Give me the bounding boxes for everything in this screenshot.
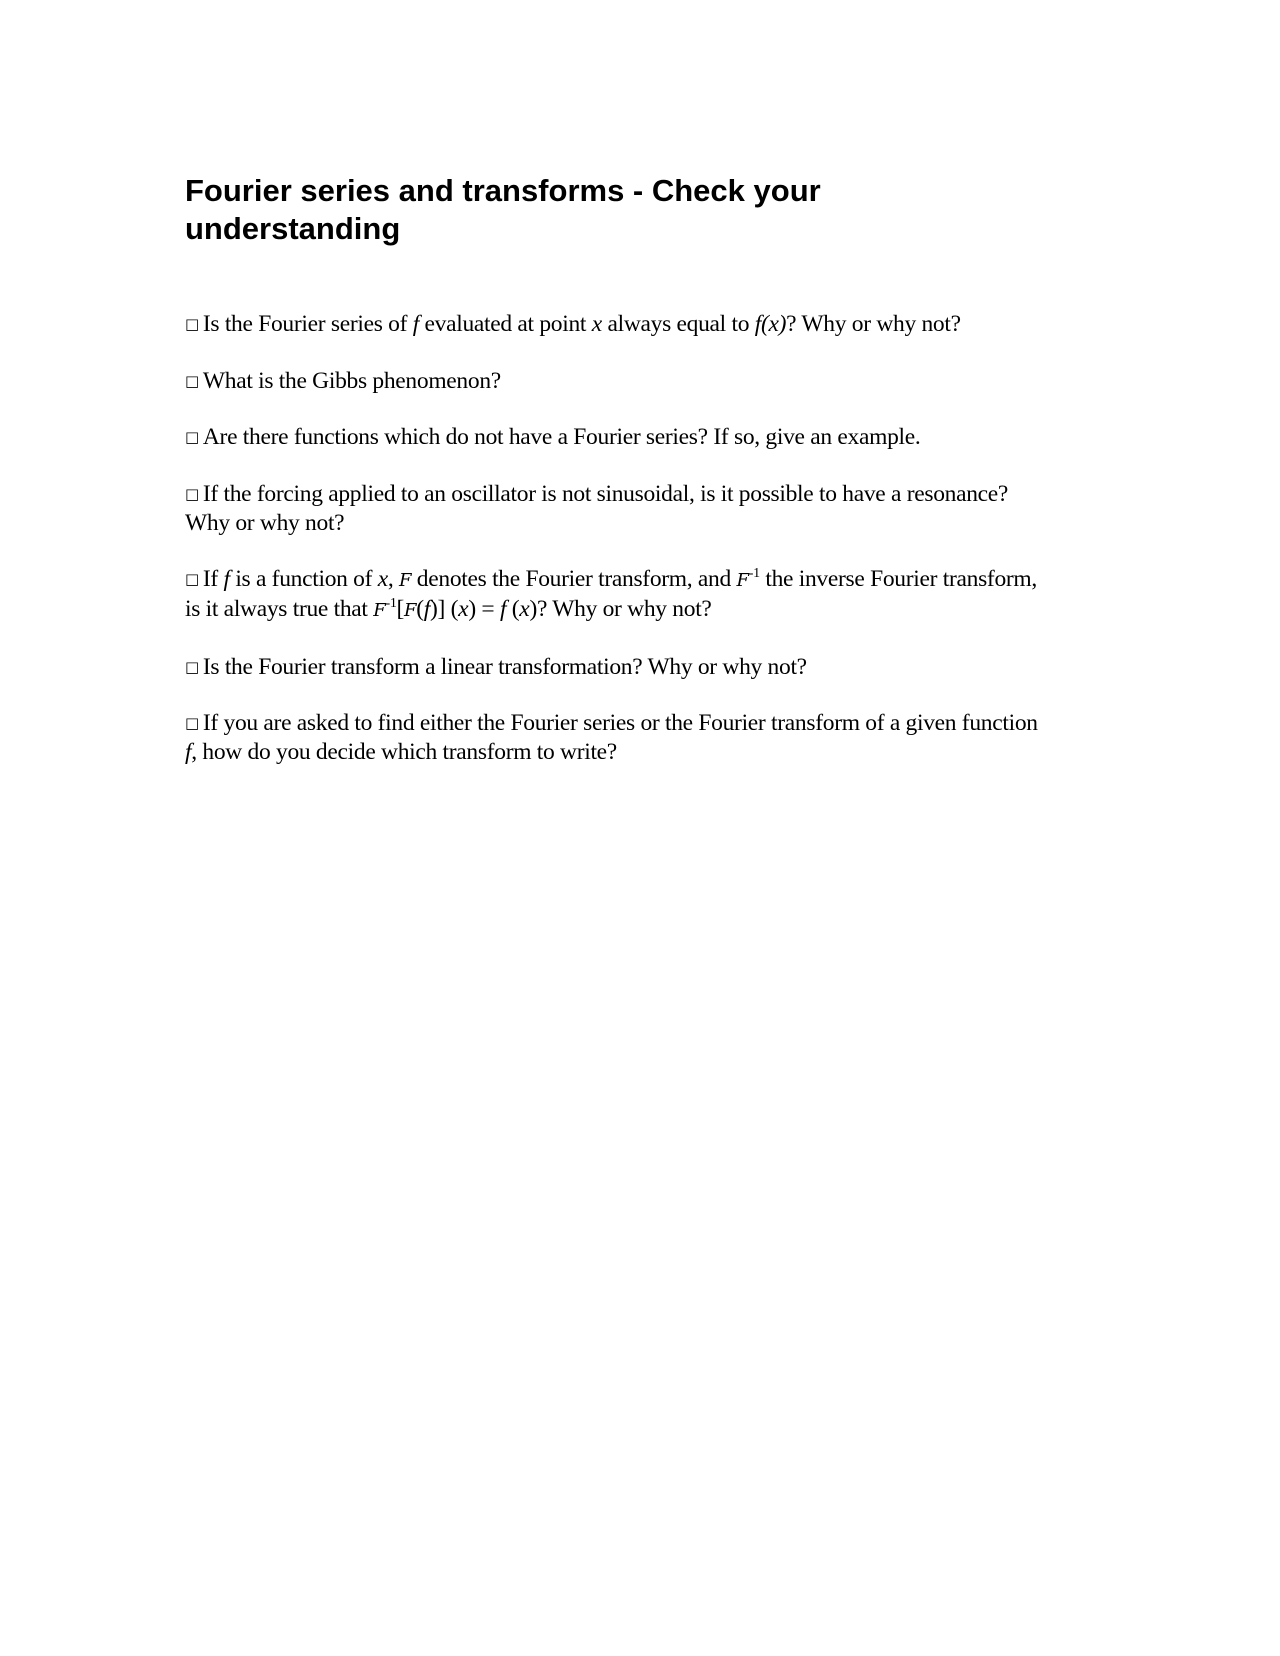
checkbox-icon[interactable]: □ [185,570,199,588]
fourier-operator-symbol: F [736,570,749,591]
question-item: □ If the forcing applied to an oscillator is not sinusoidal, is it possible to have a resonance? Why or why not? [185,481,1009,536]
fourier-operator-symbol: F [373,600,386,621]
page-title: Fourier series and transforms - Check your understanding [185,173,821,246]
fourier-operator-symbol: F [399,570,412,591]
checkbox-icon[interactable]: □ [185,714,199,732]
question-item: □ Are there functions which do not have a Fourier series? If so, give an example. [185,424,921,450]
fourier-operator-symbol: F [404,600,417,621]
checkbox-icon[interactable]: □ [185,485,199,503]
checkbox-icon[interactable]: □ [185,315,199,333]
checkbox-icon[interactable]: □ [185,658,199,676]
question-item: □ If you are asked to find either the Fourier series or the Fourier transform of a given function f, how do you decide which transform to write? [185,710,1038,765]
checkbox-icon[interactable]: □ [185,428,199,446]
question-item: □ If f is a function of x, F denotes the Fourier transform, and $F^{-1}$ the inverse Fourier transform, is it always true that $F^{-1}[F(f)] (x) = f$ (x)? Why or why not? [185,566,1037,622]
question-item: □ Is the Fourier transform a linear transformation? Why or why not? [185,654,807,680]
question-item: □ Is the Fourier series of f evaluated at point x always equal to f(x)? Why or why not? [185,311,961,337]
question-item: □ What is the Gibbs phenomenon? [185,368,501,394]
checkbox-icon[interactable]: □ [185,372,199,390]
